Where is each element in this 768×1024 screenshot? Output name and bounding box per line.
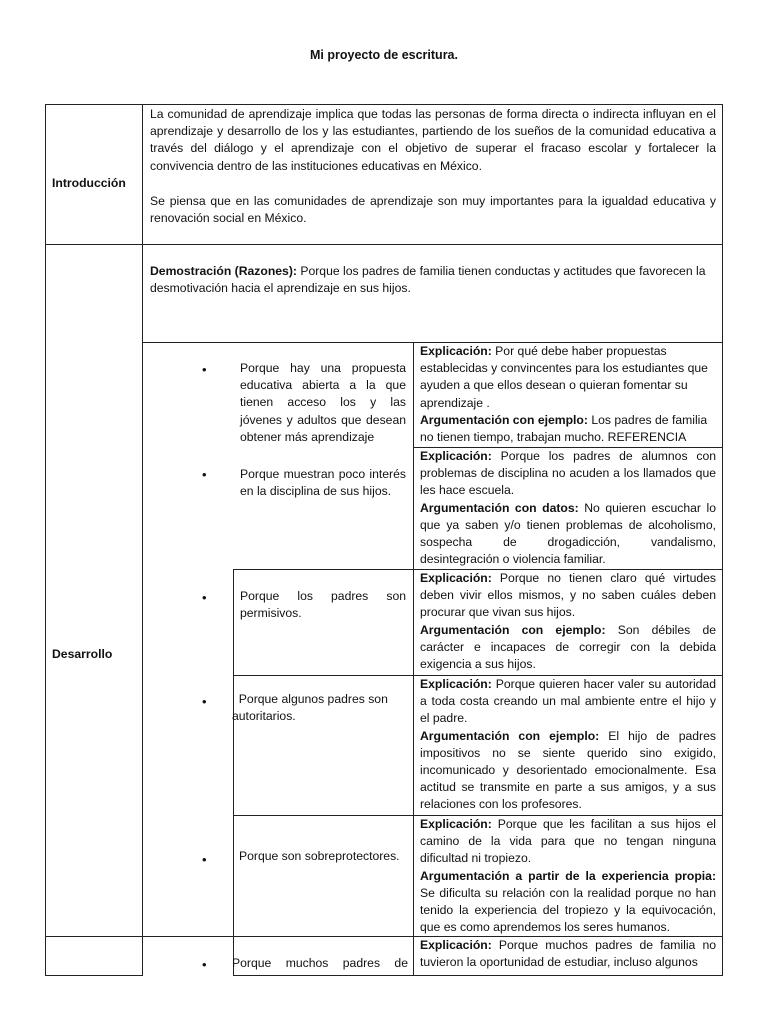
demostracion-body: Porque los padres de familia tienen conductas y actitudes que favorecen la desmotivación hacia el aprendizaje en sus hijos. bbox=[150, 264, 706, 296]
explanation-6: Explicación: Porque muchos padres de familia no tuvieron la oportunidad de estudiar, incluso algunos bbox=[420, 938, 716, 970]
reason-3: Porque los padres son permisivos. bbox=[240, 589, 406, 621]
bullet-1: • bbox=[202, 362, 207, 377]
explanation-4: Explicación: Porque quieren hacer valer su autoridad a toda costa creando un mal ambiente entre el hijo y el padre. Argumentación con ejemplo: El hijo de padres impositivos no se siente querido sino exigido, incomunicado y desorientado emocionalmente. Esa actitud se transmite en parte a sus amigos, y a sus relaciones con los profesores. bbox=[420, 677, 716, 812]
explanation-3: Explicación: Porque no tienen claro qué virtudes deben vivir ellos mismos, y no saben cuáles deben procurar que vivan sus hijos. Argumentación con ejemplo: Son débiles de carácter e incapaces de corregir con la debida exigencia a sus hijos. bbox=[420, 571, 717, 672]
reason-6: Porque muchos padres de bbox=[232, 956, 408, 970]
intro-paragraph-1: La comunidad de aprendizaje implica que todas las personas de forma directa o indirecta influyan en el aprendizaje y desarrollo de los y las estudiantes, partiendo de los sueños de la comunidad educativa a través del diálogo y el aprendizaje con el objetivo de superar el fracaso escolar y fortalecer la convivencia dentro de las instituciones educativas en México. bbox=[150, 107, 716, 173]
bullet-3: • bbox=[202, 590, 207, 605]
demostracion-text bbox=[150, 263, 717, 297]
reason-1: Porque hay una propuesta educativa abierta a la que tienen acceso los y las jóvenes y adultos que desean obtener más aprendizaje bbox=[240, 361, 406, 444]
explanation-5: Explicación: Porque que les facilitan a sus hijos el camino de la vida para que no tengan ninguna dificultad ni tropiezo. Argumentación a partir de la experiencia propia: Se dificulta su relación con la realidad porque no han tenido la experiencia del tropiezo y la equivocación, que es como aprendemos los seres humanos. bbox=[420, 817, 716, 935]
bullet-4: • bbox=[202, 694, 207, 709]
intro-paragraph-2: Se piensa que en las comunidades de aprendizaje son muy importantes para la igualdad educativa y renovación social en México. bbox=[150, 194, 716, 226]
desarrollo-label: Desarrollo bbox=[52, 647, 113, 661]
page-title: Mi proyecto de escritura. bbox=[310, 48, 458, 62]
demostracion-label: Demostración (Razones): bbox=[150, 264, 297, 278]
intro-label: Introducción bbox=[52, 176, 126, 190]
reason-5: Porque son sobreprotectores. bbox=[239, 849, 400, 863]
bullet-6: • bbox=[202, 957, 207, 972]
explanation-2: Explicación: Porque los padres de alumnos con problemas de disciplina no acuden a los llamados que les hace escuela. Argumentación con datos: No quieren escuchar lo que ya saben y/o tienen problemas de alcoholismo, sospecha de drogadicción, vandalismo, desintegración o violencia familiar. bbox=[420, 449, 716, 567]
reason-4: Porque algunos padres son autoritarios. bbox=[232, 692, 392, 724]
bullet-2: • bbox=[202, 467, 207, 482]
reason-2: Porque muestran poco interés en la disciplina de sus hijos. bbox=[240, 467, 406, 499]
explanation-1: Explicación: Por qué debe haber propuestas establecidas y convincentes para los estudiantes que ayuden a que ellos desean o quieran fomentar su aprendizaje . Argumentación con ejemplo: Los padres de familia no tienen tiempo, trabajan mucho. REFERENCIA bbox=[420, 344, 708, 445]
bullet-5: • bbox=[202, 852, 207, 867]
